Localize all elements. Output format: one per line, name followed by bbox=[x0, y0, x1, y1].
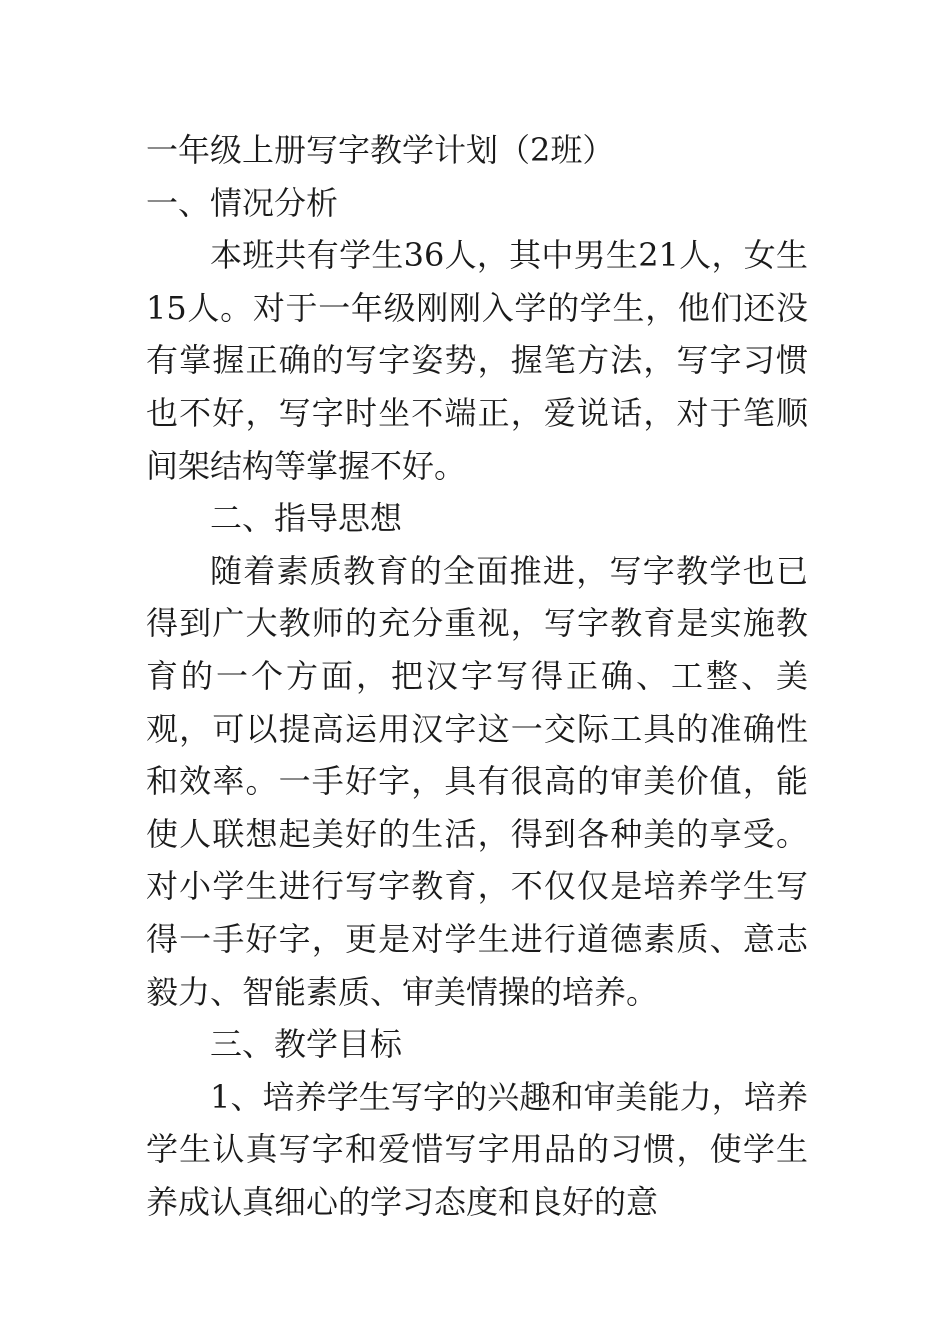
section-paragraph-2: 随着素质教育的全面推进，写字教学也已得到广大教师的充分重视，写字教育是实施教育的一个方面，把汉字写得正确、工整、美观，可以提高运用汉字这一交际工具的准确性和效率。一手好字，具有很高的审美价值，能使人联想起美好的生活，得到各种美的享受。对小学生进行写字教育，不仅仅是培养学生写得一手好字，更是对学生进行道德素质、意志毅力、智能素质、审美情操的培养。 bbox=[146, 551, 808, 1011]
section-heading-2: 二、指导思想 bbox=[210, 499, 403, 538]
section-paragraph-3: 1、培养学生写字的兴趣和审美能力，培养学生认真写字和爱惜写字用品的习惯，使学生养成认真细心的学习态度和良好的意 bbox=[146, 1077, 808, 1221]
document-body bbox=[146, 124, 808, 1228]
section-heading-3: 三、教学目标 bbox=[210, 1025, 403, 1064]
section-paragraph-1: 本班共有学生36人，其中男生21人，女生15人。对于一年级刚刚入学的学生，他们还没有掌握正确的写字姿势，握笔方法，写字习惯也不好，写字时坐不端正，爱说话，对于笔顺间架结构等掌握不好。 bbox=[146, 236, 808, 485]
section-heading-1: 一、情况分析 bbox=[146, 183, 339, 222]
document-title: 一年级上册写字教学计划（2班） bbox=[146, 131, 615, 169]
